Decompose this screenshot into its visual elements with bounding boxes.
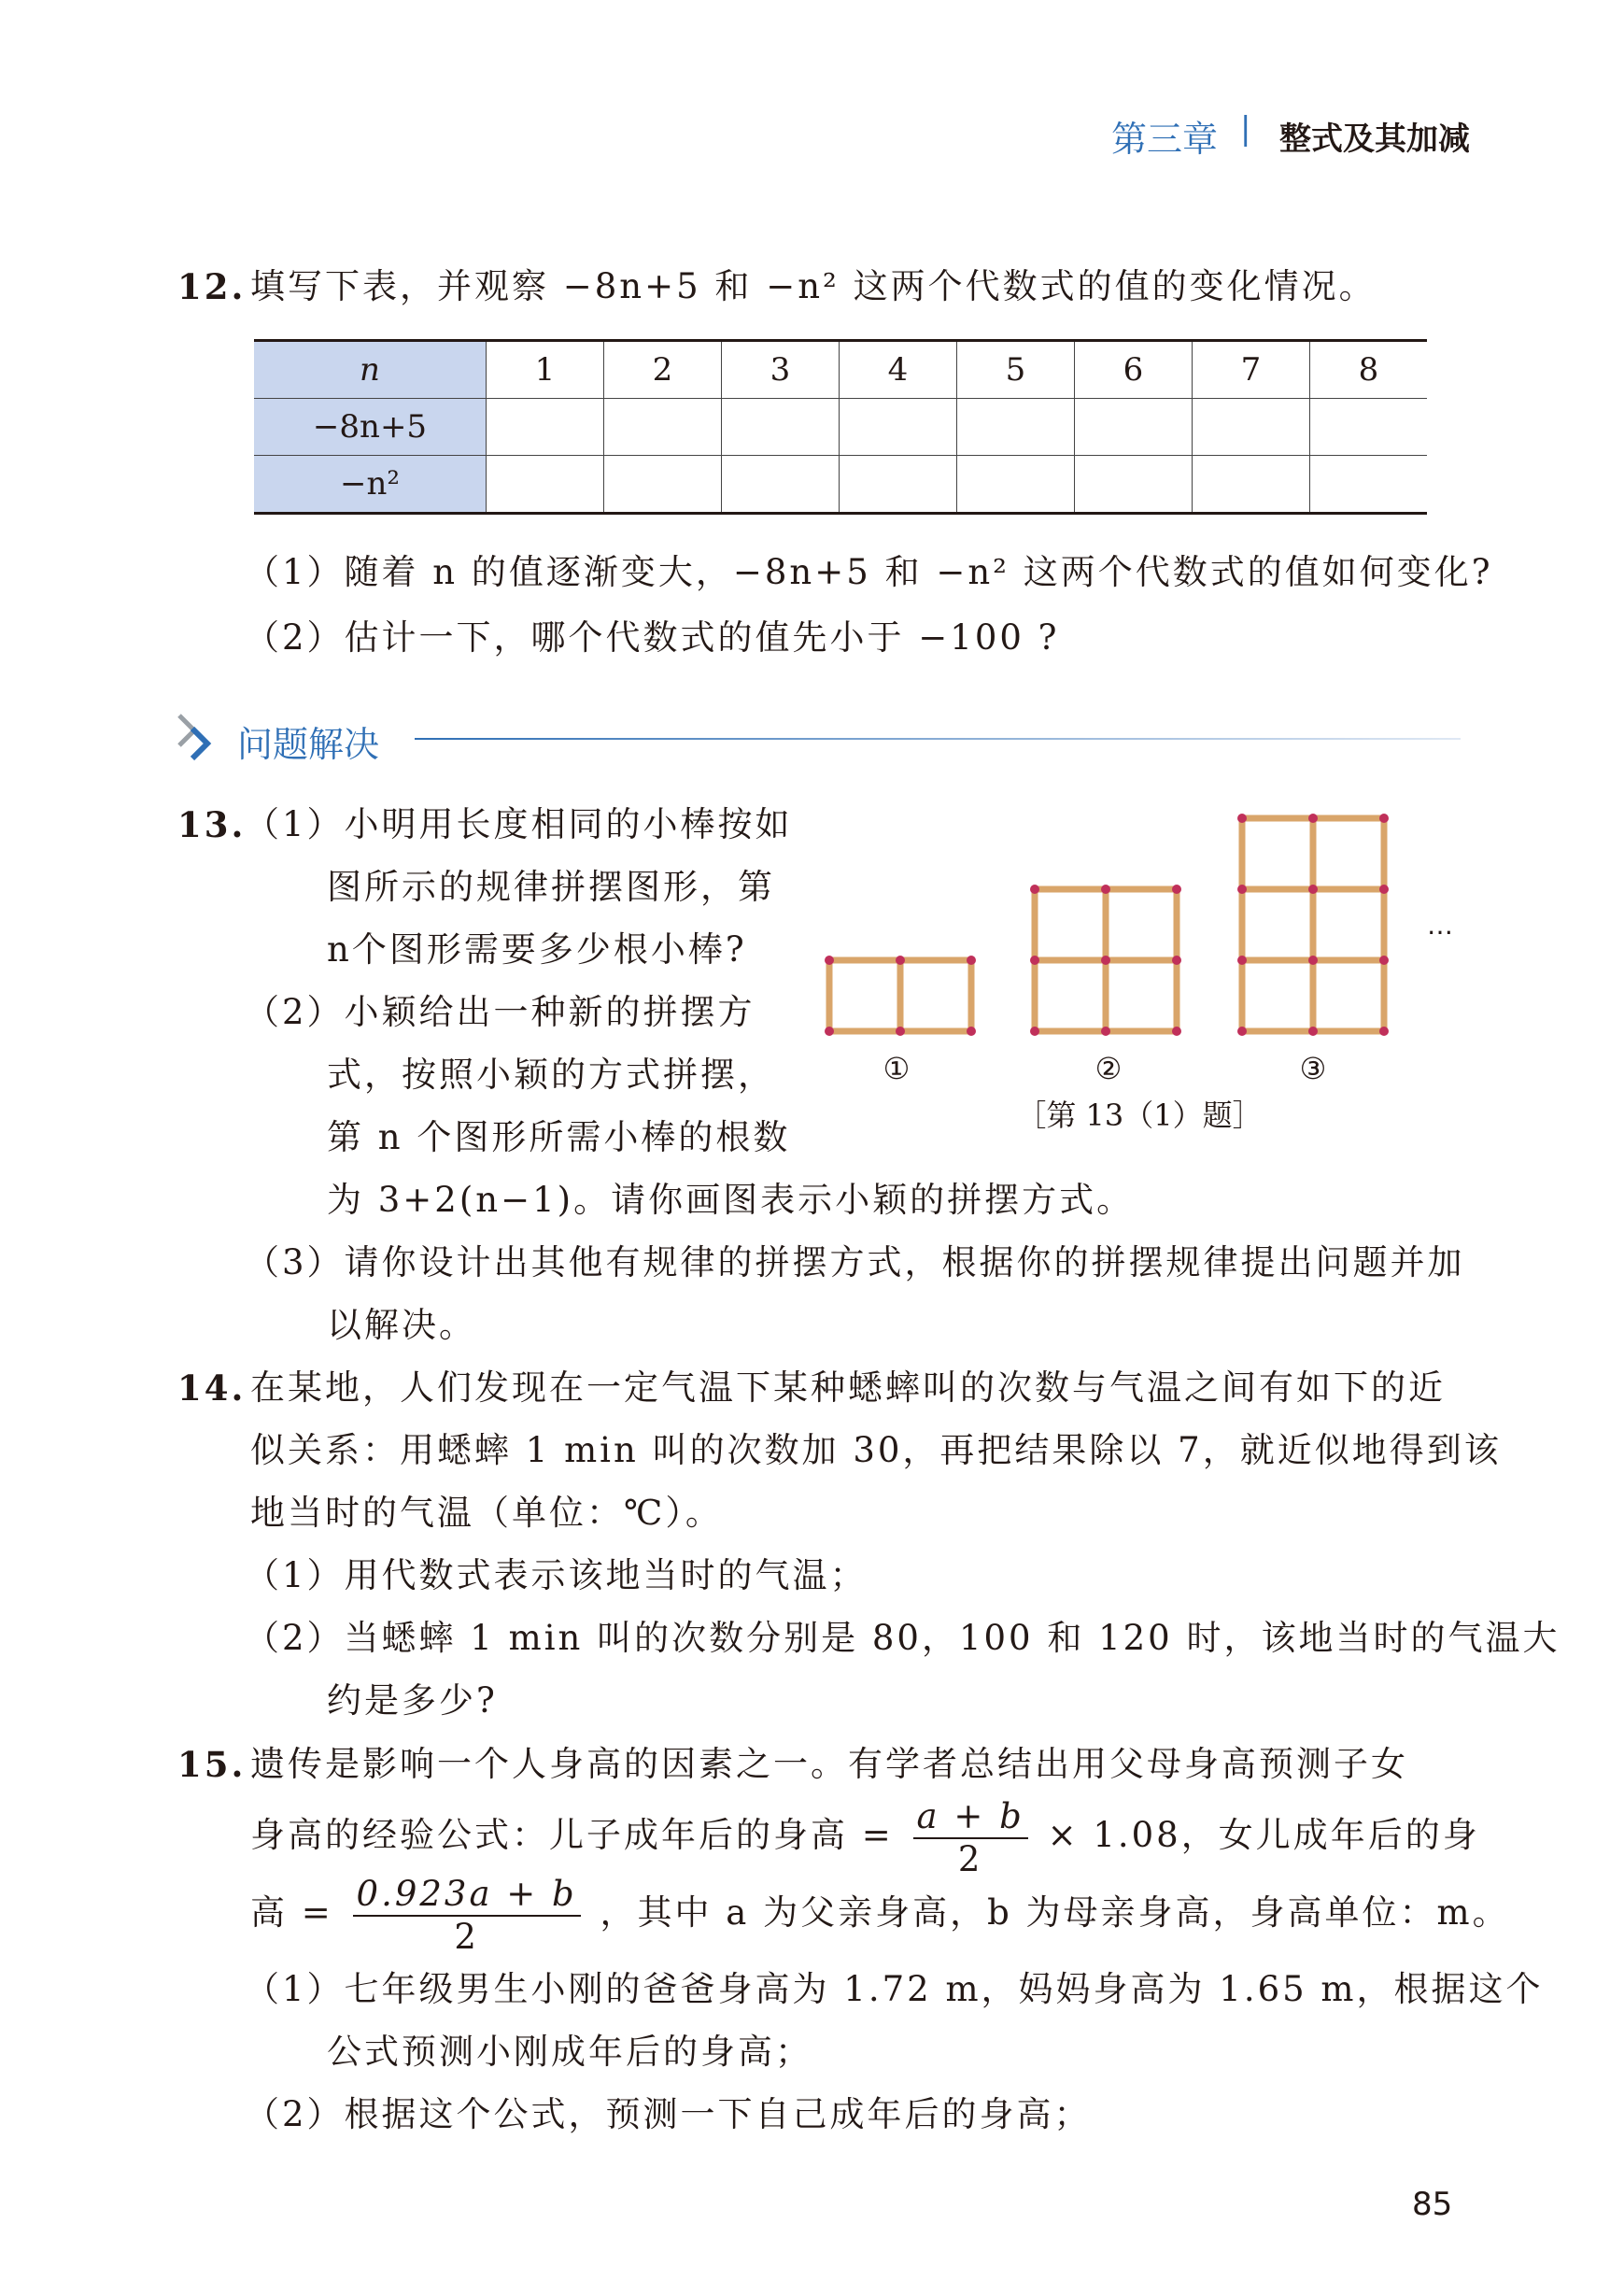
matchstick-head bbox=[967, 956, 976, 965]
matchstick-head bbox=[1379, 814, 1389, 823]
table-cell: 1 bbox=[487, 341, 604, 399]
q13-sub2-line2: 式，按照小颖的方式拼摆， bbox=[327, 1055, 775, 1095]
q12-table bbox=[254, 339, 1427, 515]
table-cell bbox=[840, 456, 957, 514]
table-cell bbox=[604, 456, 722, 514]
q13-sub1-line3: n个图形需要多少根小棒? bbox=[327, 929, 747, 970]
table-cell: 2 bbox=[604, 341, 722, 399]
q15-sub1-line2: 公式预测小刚成年后的身高； bbox=[327, 2032, 812, 2072]
table-cell bbox=[957, 399, 1075, 456]
figure-label-1: ① bbox=[883, 1051, 911, 1086]
table-cell: 3 bbox=[722, 341, 840, 399]
page-number: 85 bbox=[1412, 2186, 1453, 2223]
fraction-numerator: a + b bbox=[913, 1796, 1028, 1839]
matchstick-head bbox=[1237, 885, 1247, 894]
q14-line3: 地当时的气温（单位：℃）。 bbox=[250, 1493, 723, 1533]
matchstick-head bbox=[1379, 885, 1389, 894]
figure-caption: ［第 13（1）题］ bbox=[1016, 1098, 1263, 1133]
matchstick-head bbox=[1172, 956, 1181, 965]
table-cell bbox=[840, 399, 957, 456]
matchstick-head bbox=[1308, 956, 1318, 965]
section-heading-label: 问题解决 bbox=[237, 724, 380, 765]
figure-label-3: ③ bbox=[1299, 1051, 1327, 1086]
daughter-height-fraction bbox=[353, 1874, 581, 1958]
q15-sub2: （2）根据这个公式，预测一下自己成年后的身高； bbox=[245, 2094, 1092, 2134]
figure-ellipsis: … bbox=[1427, 910, 1453, 941]
chevron-right-icon bbox=[174, 710, 230, 766]
q12-sub2: （2）估计一下，哪个代数式的值先小于 −100 ? bbox=[245, 617, 1060, 658]
q13-sub2-line1: （2）小颖给出一种新的拼摆方 bbox=[245, 992, 756, 1032]
fraction-denominator: 2 bbox=[957, 1838, 983, 1879]
figure-label-2: ② bbox=[1094, 1051, 1123, 1086]
q14-sub2-line1: （2）当蟋蟀 1 min 叫的次数分别是 80，100 和 120 时，该地当时的气温大 bbox=[245, 1618, 1560, 1658]
matchstick-head bbox=[1237, 956, 1247, 965]
matchstick-head bbox=[1101, 885, 1110, 894]
table-cell bbox=[722, 456, 840, 514]
q15-line2-post: × 1.08，女儿成年后的身 bbox=[1047, 1815, 1480, 1855]
q15-number: 15. bbox=[177, 1744, 247, 1785]
q15-line3-pre: 高 = bbox=[250, 1892, 333, 1933]
table-cell bbox=[722, 399, 840, 456]
table-cell: 8 bbox=[1310, 341, 1428, 399]
table-row bbox=[254, 399, 1427, 456]
fraction-denominator: 2 bbox=[454, 1916, 479, 1957]
matchstick-head bbox=[1237, 814, 1247, 823]
table-row bbox=[254, 456, 1427, 514]
table-cell bbox=[604, 399, 722, 456]
q13-sub1-line1: （1）小明用长度相同的小棒按如 bbox=[245, 804, 793, 844]
table-cell: 7 bbox=[1193, 341, 1310, 399]
matchstick-head bbox=[1379, 956, 1389, 965]
table-row-head: n bbox=[254, 341, 487, 399]
table-cell bbox=[1310, 456, 1428, 514]
table-cell bbox=[1193, 456, 1310, 514]
table-cell bbox=[1075, 399, 1193, 456]
table-cell bbox=[1310, 399, 1428, 456]
section-divider bbox=[415, 738, 1461, 740]
matchstick-head bbox=[1101, 1027, 1110, 1036]
fraction-numerator: 0.923a + b bbox=[353, 1874, 581, 1917]
matchstick-head bbox=[1379, 1027, 1389, 1036]
matchstick-head bbox=[896, 956, 905, 965]
matchstick-head bbox=[1101, 956, 1110, 965]
matchstick-figure bbox=[803, 803, 1476, 1158]
matchstick-head bbox=[1172, 1027, 1181, 1036]
table-row-head: −8n+5 bbox=[254, 399, 487, 456]
matchstick-head bbox=[1030, 956, 1039, 965]
matchstick-head bbox=[896, 1027, 905, 1036]
q15-line1: 遗传是影响一个人身高的因素之一。有学者总结出用父母身高预测子女 bbox=[250, 1744, 1408, 1784]
table-cell: 6 bbox=[1075, 341, 1193, 399]
matchstick-head bbox=[1308, 1027, 1318, 1036]
q14-sub2-line2: 约是多少? bbox=[327, 1680, 498, 1721]
q13-sub1-line2: 图所示的规律拼摆图形，第 bbox=[327, 867, 775, 907]
matchstick-head bbox=[825, 1027, 834, 1036]
q14-number: 14. bbox=[177, 1367, 247, 1409]
matchstick-grid bbox=[825, 814, 1389, 1036]
matchstick-head bbox=[1172, 885, 1181, 894]
matchstick-head bbox=[1030, 1027, 1039, 1036]
chapter-label: 第三章 bbox=[1111, 119, 1219, 160]
q15-line3 bbox=[250, 1871, 1510, 1958]
q12-sub1: （1）随着 n 的值逐渐变大，−8n+5 和 −n² 这两个代数式的值如何变化? bbox=[245, 552, 1493, 592]
matchstick-head bbox=[1308, 885, 1318, 894]
section-title: 整式及其加减 bbox=[1279, 120, 1470, 158]
q13-sub2-line4: 为 3+2(n−1)。请你画图表示小颖的拼摆方式。 bbox=[327, 1180, 1135, 1220]
matchstick-head bbox=[967, 1027, 976, 1036]
table-cell bbox=[1075, 456, 1193, 514]
table-row-head: −n² bbox=[254, 456, 487, 514]
q15-line3-post: ，其中 a 为父亲身高，b 为母亲身高，身高单位：m。 bbox=[600, 1892, 1510, 1933]
table-cell bbox=[487, 399, 604, 456]
table-row bbox=[254, 341, 1427, 399]
q14-line2: 似关系：用蟋蟀 1 min 叫的次数加 30，再把结果除以 7，就近似地得到该 bbox=[250, 1430, 1502, 1470]
q15-sub1-line1: （1）七年级男生小刚的爸爸身高为 1.72 m，妈妈身高为 1.65 m，根据这个 bbox=[245, 1969, 1544, 2009]
table-cell bbox=[957, 456, 1075, 514]
table-cell bbox=[1193, 399, 1310, 456]
q13-sub3-line1: （3）请你设计出其他有规律的拼摆方式，根据你的拼摆规律提出问题并加 bbox=[245, 1242, 1465, 1282]
matchstick-head bbox=[1308, 814, 1318, 823]
table-cell bbox=[487, 456, 604, 514]
q13-sub2-line3: 第 n 个图形所需小棒的根数 bbox=[327, 1117, 791, 1157]
q13-sub3-line2: 以解决。 bbox=[327, 1305, 476, 1345]
q13-number: 13. bbox=[177, 804, 247, 845]
matchstick-head bbox=[1030, 885, 1039, 894]
section-heading bbox=[174, 710, 1462, 766]
matchstick-head bbox=[1237, 1027, 1247, 1036]
table-cell: 5 bbox=[957, 341, 1075, 399]
q14-line1: 在某地，人们发现在一定气温下某种蟋蟀叫的次数与气温之间有如下的近 bbox=[250, 1367, 1446, 1408]
q12-number: 12. bbox=[177, 266, 247, 307]
header-separator: | bbox=[1240, 110, 1251, 148]
q15-line2-pre: 身高的经验公式：儿子成年后的身高 = bbox=[250, 1815, 894, 1855]
q14-sub1: （1）用代数式表示该地当时的气温； bbox=[245, 1555, 868, 1595]
matchstick-head bbox=[825, 956, 834, 965]
table-cell: 4 bbox=[840, 341, 957, 399]
q12-text: 填写下表，并观察 −8n+5 和 −n² 这两个代数式的值的变化情况。 bbox=[250, 266, 1377, 306]
son-height-fraction bbox=[913, 1796, 1028, 1880]
q15-line2 bbox=[250, 1793, 1480, 1880]
